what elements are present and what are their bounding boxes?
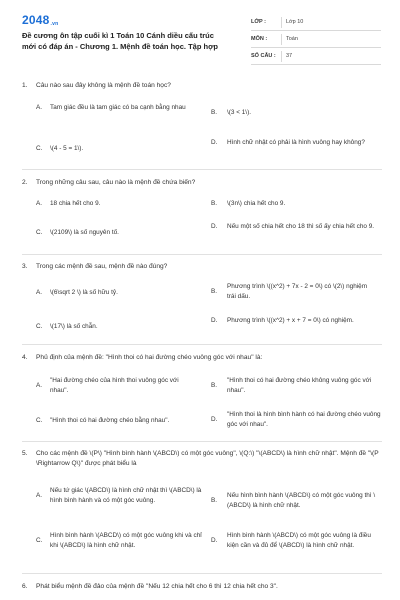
option-text: "Hai đường chéo của hình thoi vuông góc với nhau". xyxy=(50,377,179,394)
option-text: \(17\) là số chẵn. xyxy=(50,323,98,330)
option-text: Nếu một số chia hết cho 18 thì số ấy chia hết cho 9. xyxy=(227,223,375,230)
option-letter: A. xyxy=(36,289,43,296)
question-number: 4. xyxy=(22,354,28,361)
divider xyxy=(22,254,382,255)
option-letter: A. xyxy=(36,104,43,111)
option-c[interactable] xyxy=(22,228,190,238)
option-letter: D. xyxy=(211,416,218,423)
meta-label: MÔN : xyxy=(251,36,268,42)
option-text: Phương trình \((x^2) + 7x - 2 = 0\) có \(2\) nghiệm trái dấu. xyxy=(227,283,368,300)
divider xyxy=(22,441,382,442)
option-c[interactable] xyxy=(22,144,190,154)
option-b[interactable] xyxy=(211,491,382,511)
option-c[interactable] xyxy=(22,416,210,426)
question-text: Trong những câu sau, câu nào là mệnh đề chứa biến? xyxy=(36,179,196,186)
option-text: Hình bình hành \(ABCD\) có một góc vuông là điều kiện cần và đủ để \(ABCD\) là hình chữ nhật. xyxy=(227,532,371,549)
option-letter: D. xyxy=(211,317,218,324)
question-number: 3. xyxy=(22,263,28,270)
question-text: Câu nào sau đây không là mệnh đề toán học? xyxy=(36,82,171,89)
question-3 xyxy=(22,262,382,272)
option-a[interactable] xyxy=(22,376,195,396)
document-title: Đề cương ôn tập cuối kì 1 Toán 10 Cánh diều cấu trúc mới có đáp án - Chương 1. Mệnh đề toán học. Tập hợp xyxy=(22,31,219,51)
option-d[interactable] xyxy=(211,138,377,148)
divider xyxy=(22,573,382,574)
option-letter: B. xyxy=(211,382,218,389)
option-a[interactable] xyxy=(22,486,205,506)
question-number: 5. xyxy=(22,450,28,457)
option-b[interactable] xyxy=(211,108,367,118)
meta-label: SỐ CÂU : xyxy=(251,53,276,59)
meta-panel xyxy=(251,14,381,65)
option-letter: C. xyxy=(36,145,43,152)
option-letter: D. xyxy=(211,223,218,230)
question-text: Phát biểu mệnh đề đảo của mệnh đề "Nếu 12 chia hết cho 6 thì 12 chia hết cho 3". xyxy=(36,583,278,590)
option-b[interactable] xyxy=(211,199,367,209)
option-c[interactable] xyxy=(22,531,210,551)
question-number: 1. xyxy=(22,82,28,89)
option-d[interactable] xyxy=(211,531,382,551)
option-text: \(3 < 1\). xyxy=(227,109,251,116)
option-text: \(3n\) chia hết cho 9. xyxy=(227,200,286,207)
option-text: Tam giác đều là tam giác có ba cạnh bằng nhau xyxy=(50,104,186,111)
question-4 xyxy=(22,353,382,363)
logo-suffix: .vn xyxy=(50,21,59,27)
meta-value: Toán xyxy=(281,34,298,45)
option-a[interactable] xyxy=(22,103,195,113)
option-letter: D. xyxy=(211,139,218,146)
option-letter: B. xyxy=(211,497,218,504)
site-logo[interactable] xyxy=(22,13,58,27)
logo-main: 2048 xyxy=(22,13,50,27)
option-d[interactable] xyxy=(211,410,382,430)
option-text: Hình chữ nhật có phải là hình vuông hay không? xyxy=(227,139,365,146)
option-letter: A. xyxy=(36,382,43,389)
option-d[interactable] xyxy=(211,316,377,326)
question-2 xyxy=(22,178,382,188)
question-text: Cho các mệnh đề \(P\) "Hình bình hành \(ABCD\) có một góc vuông", \(Q:\) "\(ABCD\) là hình chữ nhật". Mệnh đề "\(P \Rightarrow Q\)" được phát biểu là xyxy=(36,450,379,467)
question-number: 6. xyxy=(22,583,28,590)
option-text: Hình bình hành \(ABCD\) có một góc vuông khi và chỉ khi \(ABCD\) là hình chữ nhật. xyxy=(50,532,202,549)
option-text: \(2109\) là số nguyên tố. xyxy=(50,229,119,236)
meta-value: Lớp 10 xyxy=(281,17,303,28)
option-c[interactable] xyxy=(22,322,190,332)
meta-row-class xyxy=(251,14,381,31)
question-1 xyxy=(22,81,382,91)
meta-row-subject xyxy=(251,31,381,48)
question-6 xyxy=(22,582,382,592)
option-letter: C. xyxy=(36,229,43,236)
option-b[interactable] xyxy=(211,376,382,396)
meta-row-count xyxy=(251,48,381,65)
option-text: 18 chia hết cho 9. xyxy=(50,200,101,207)
option-letter: A. xyxy=(36,492,43,499)
option-text: Nếu tứ giác \(ABCD\) là hình chữ nhật thì \(ABCD\) là hình bình hành và có một góc vuông. xyxy=(50,487,202,504)
meta-value: 37 xyxy=(281,51,292,62)
option-letter: B. xyxy=(211,109,218,116)
question-text: Phủ định của mệnh đề: "Hình thoi có hai đường chéo vuông góc với nhau" là: xyxy=(36,354,263,361)
option-text: Nếu hình bình hành \(ABCD\) có một góc vuông thì \(ABCD\) là hình chữ nhật. xyxy=(227,492,376,509)
option-b[interactable] xyxy=(211,282,377,302)
question-number: 2. xyxy=(22,179,28,186)
option-text: \(4 - 5 = 1\). xyxy=(50,145,84,152)
option-text: "Hình thoi có hai đường chéo bằng nhau". xyxy=(50,417,170,424)
option-letter: C. xyxy=(36,323,43,330)
option-d[interactable] xyxy=(211,222,377,232)
option-text: "Hình thoi có hai đường chéo không vuông góc với nhau". xyxy=(227,377,372,394)
divider xyxy=(22,344,382,345)
option-a[interactable] xyxy=(22,199,190,209)
option-letter: D. xyxy=(211,537,218,544)
option-letter: A. xyxy=(36,200,43,207)
option-letter: B. xyxy=(211,288,218,295)
option-text: "Hình thoi là hình bình hành có hai đường chéo vuông góc với nhau". xyxy=(227,411,381,428)
question-5 xyxy=(22,449,382,469)
option-text: \(6\sqrt 2 \) là số hữu tỷ. xyxy=(50,289,118,296)
option-letter: C. xyxy=(36,537,43,544)
option-letter: C. xyxy=(36,417,43,424)
divider xyxy=(22,169,382,170)
meta-label: LỚP : xyxy=(251,19,266,25)
option-a[interactable] xyxy=(22,288,190,298)
option-letter: B. xyxy=(211,200,218,207)
option-text: Phương trình \((x^2) + x + 7 = 0\) có nghiệm. xyxy=(227,317,354,324)
question-text: Trong các mệnh đề sau, mệnh đề nào đúng? xyxy=(36,263,168,270)
